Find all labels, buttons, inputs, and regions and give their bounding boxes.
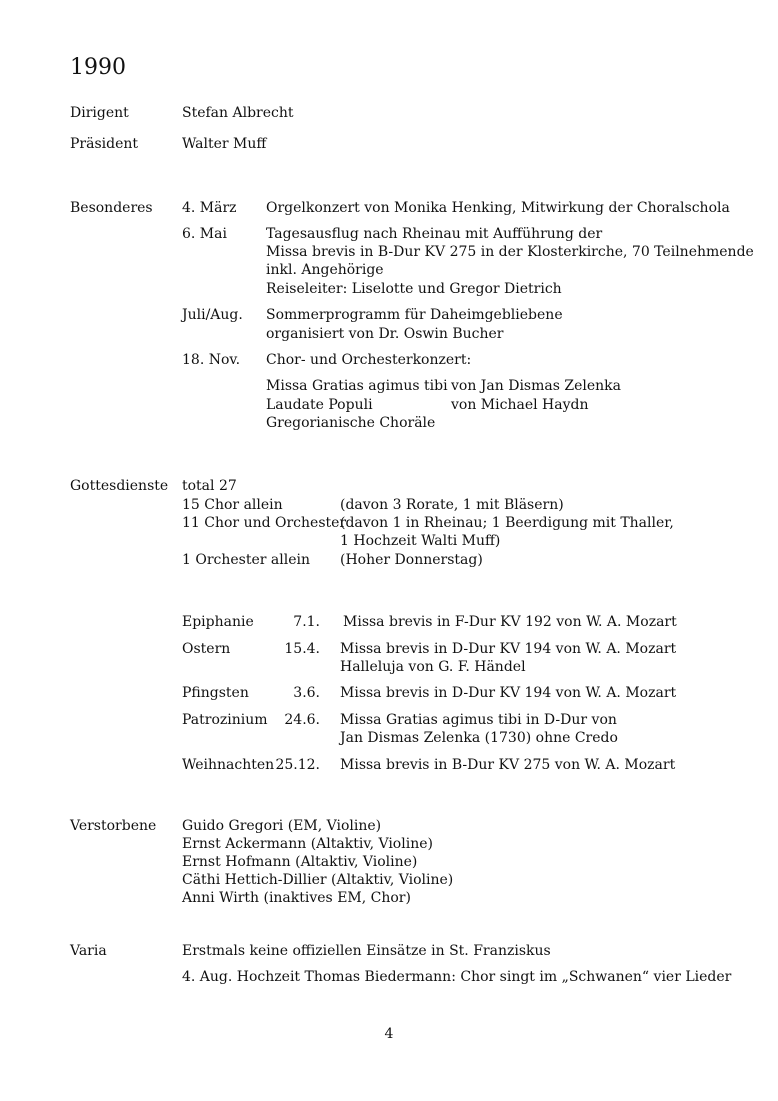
- program-work: Missa Gratias agimus tibi: [266, 378, 448, 394]
- entry-date: 6. Mai: [182, 226, 227, 242]
- entry-line: Orgelkonzert von Monika Henking, Mitwirkung der Choralschola: [266, 200, 730, 216]
- deceased-name: Ernst Hofmann (Altaktiv, Violine): [182, 854, 418, 870]
- besonderes-label: Besonderes: [70, 200, 153, 216]
- verstorbene-label: Verstorbene: [70, 818, 157, 834]
- entry-date: Juli/Aug.: [182, 307, 243, 323]
- service-note: (Hoher Donnerstag): [340, 552, 483, 568]
- gottesdienste-label: Gottesdienste: [70, 478, 169, 494]
- feast-date: 25.12.: [275, 757, 320, 773]
- entry-line: organisiert von Dr. Oswin Bucher: [266, 326, 504, 342]
- service-type: 15 Chor allein: [182, 497, 283, 513]
- entry-line: Sommerprogramm für Daheimgebliebene: [266, 307, 563, 323]
- varia-line: Erstmals keine offiziellen Einsätze in St. Franziskus: [182, 943, 551, 959]
- deceased-name: Anni Wirth (inaktives EM, Chor): [182, 890, 411, 906]
- feast-name: Patrozinium: [182, 712, 268, 728]
- page-number: 4: [384, 1026, 394, 1042]
- entry-date: 4. März: [182, 200, 237, 216]
- entry-line: Tagesausflug nach Rheinau mit Aufführung der: [266, 226, 603, 242]
- feast-mass: Missa brevis in B-Dur KV 275 von W. A. Mozart: [340, 757, 676, 773]
- entry-line: Chor- und Orchesterkonzert:: [266, 352, 472, 368]
- feast-name: Weihnachten: [182, 757, 275, 773]
- feast-mass: Missa Gratias agimus tibi in D-Dur von: [340, 712, 617, 728]
- feast-mass: Missa brevis in D-Dur KV 194 von W. A. Mozart: [340, 641, 677, 657]
- service-note: (davon 3 Rorate, 1 mit Bläsern): [340, 497, 564, 513]
- varia-line: 4. Aug. Hochzeit Thomas Biedermann: Chor singt im „Schwanen“ vier Lieder: [182, 969, 732, 985]
- feast-date: 7.1.: [293, 614, 320, 630]
- feast-date: 15.4.: [284, 641, 320, 657]
- year-heading: 1990: [70, 55, 126, 80]
- feast-date: 3.6.: [293, 685, 320, 701]
- feast-date: 24.6.: [284, 712, 320, 728]
- feast-mass: Halleluja von G. F. Händel: [340, 659, 526, 675]
- feast-name: Pfingsten: [182, 685, 249, 701]
- service-type: 1 Orchester allein: [182, 552, 310, 568]
- program-composer: von Michael Haydn: [451, 397, 589, 413]
- feast-mass: Jan Dismas Zelenka (1730) ohne Credo: [340, 730, 618, 746]
- praesident-label: Präsident: [70, 136, 139, 152]
- feast-name: Epiphanie: [182, 614, 254, 630]
- praesident-value: Walter Muff: [182, 136, 267, 152]
- deceased-name: Guido Gregori (EM, Violine): [182, 818, 382, 834]
- service-note: 1 Hochzeit Walti Muff): [340, 533, 501, 549]
- program-work: Laudate Populi: [266, 397, 373, 413]
- feast-mass: Missa brevis in D-Dur KV 194 von W. A. Mozart: [340, 685, 677, 701]
- deceased-name: Ernst Ackermann (Altaktiv, Violine): [182, 836, 433, 852]
- dirigent-value: Stefan Albrecht: [182, 105, 294, 121]
- feast-name: Ostern: [182, 641, 231, 657]
- dirigent-label: Dirigent: [70, 105, 129, 121]
- program-work: Gregorianische Choräle: [266, 415, 436, 431]
- entry-date: 18. Nov.: [182, 352, 241, 368]
- varia-label: Varia: [70, 943, 107, 959]
- entry-line: Missa brevis in B-Dur KV 275 in der Klosterkirche, 70 Teilnehmende: [266, 244, 754, 260]
- entry-line: Reiseleiter: Liselotte und Gregor Dietrich: [266, 281, 562, 297]
- gottesdienste-total: total 27: [182, 478, 237, 494]
- program-composer: von Jan Dismas Zelenka: [451, 378, 621, 394]
- service-type: 11 Chor und Orchester: [182, 515, 347, 531]
- entry-line: inkl. Angehörige: [266, 262, 384, 278]
- service-note: (davon 1 in Rheinau; 1 Beerdigung mit Thaller,: [340, 515, 674, 531]
- feast-mass: Missa brevis in F-Dur KV 192 von W. A. Mozart: [343, 614, 677, 630]
- deceased-name: Cäthi Hettich-Dillier (Altaktiv, Violine): [182, 872, 454, 888]
